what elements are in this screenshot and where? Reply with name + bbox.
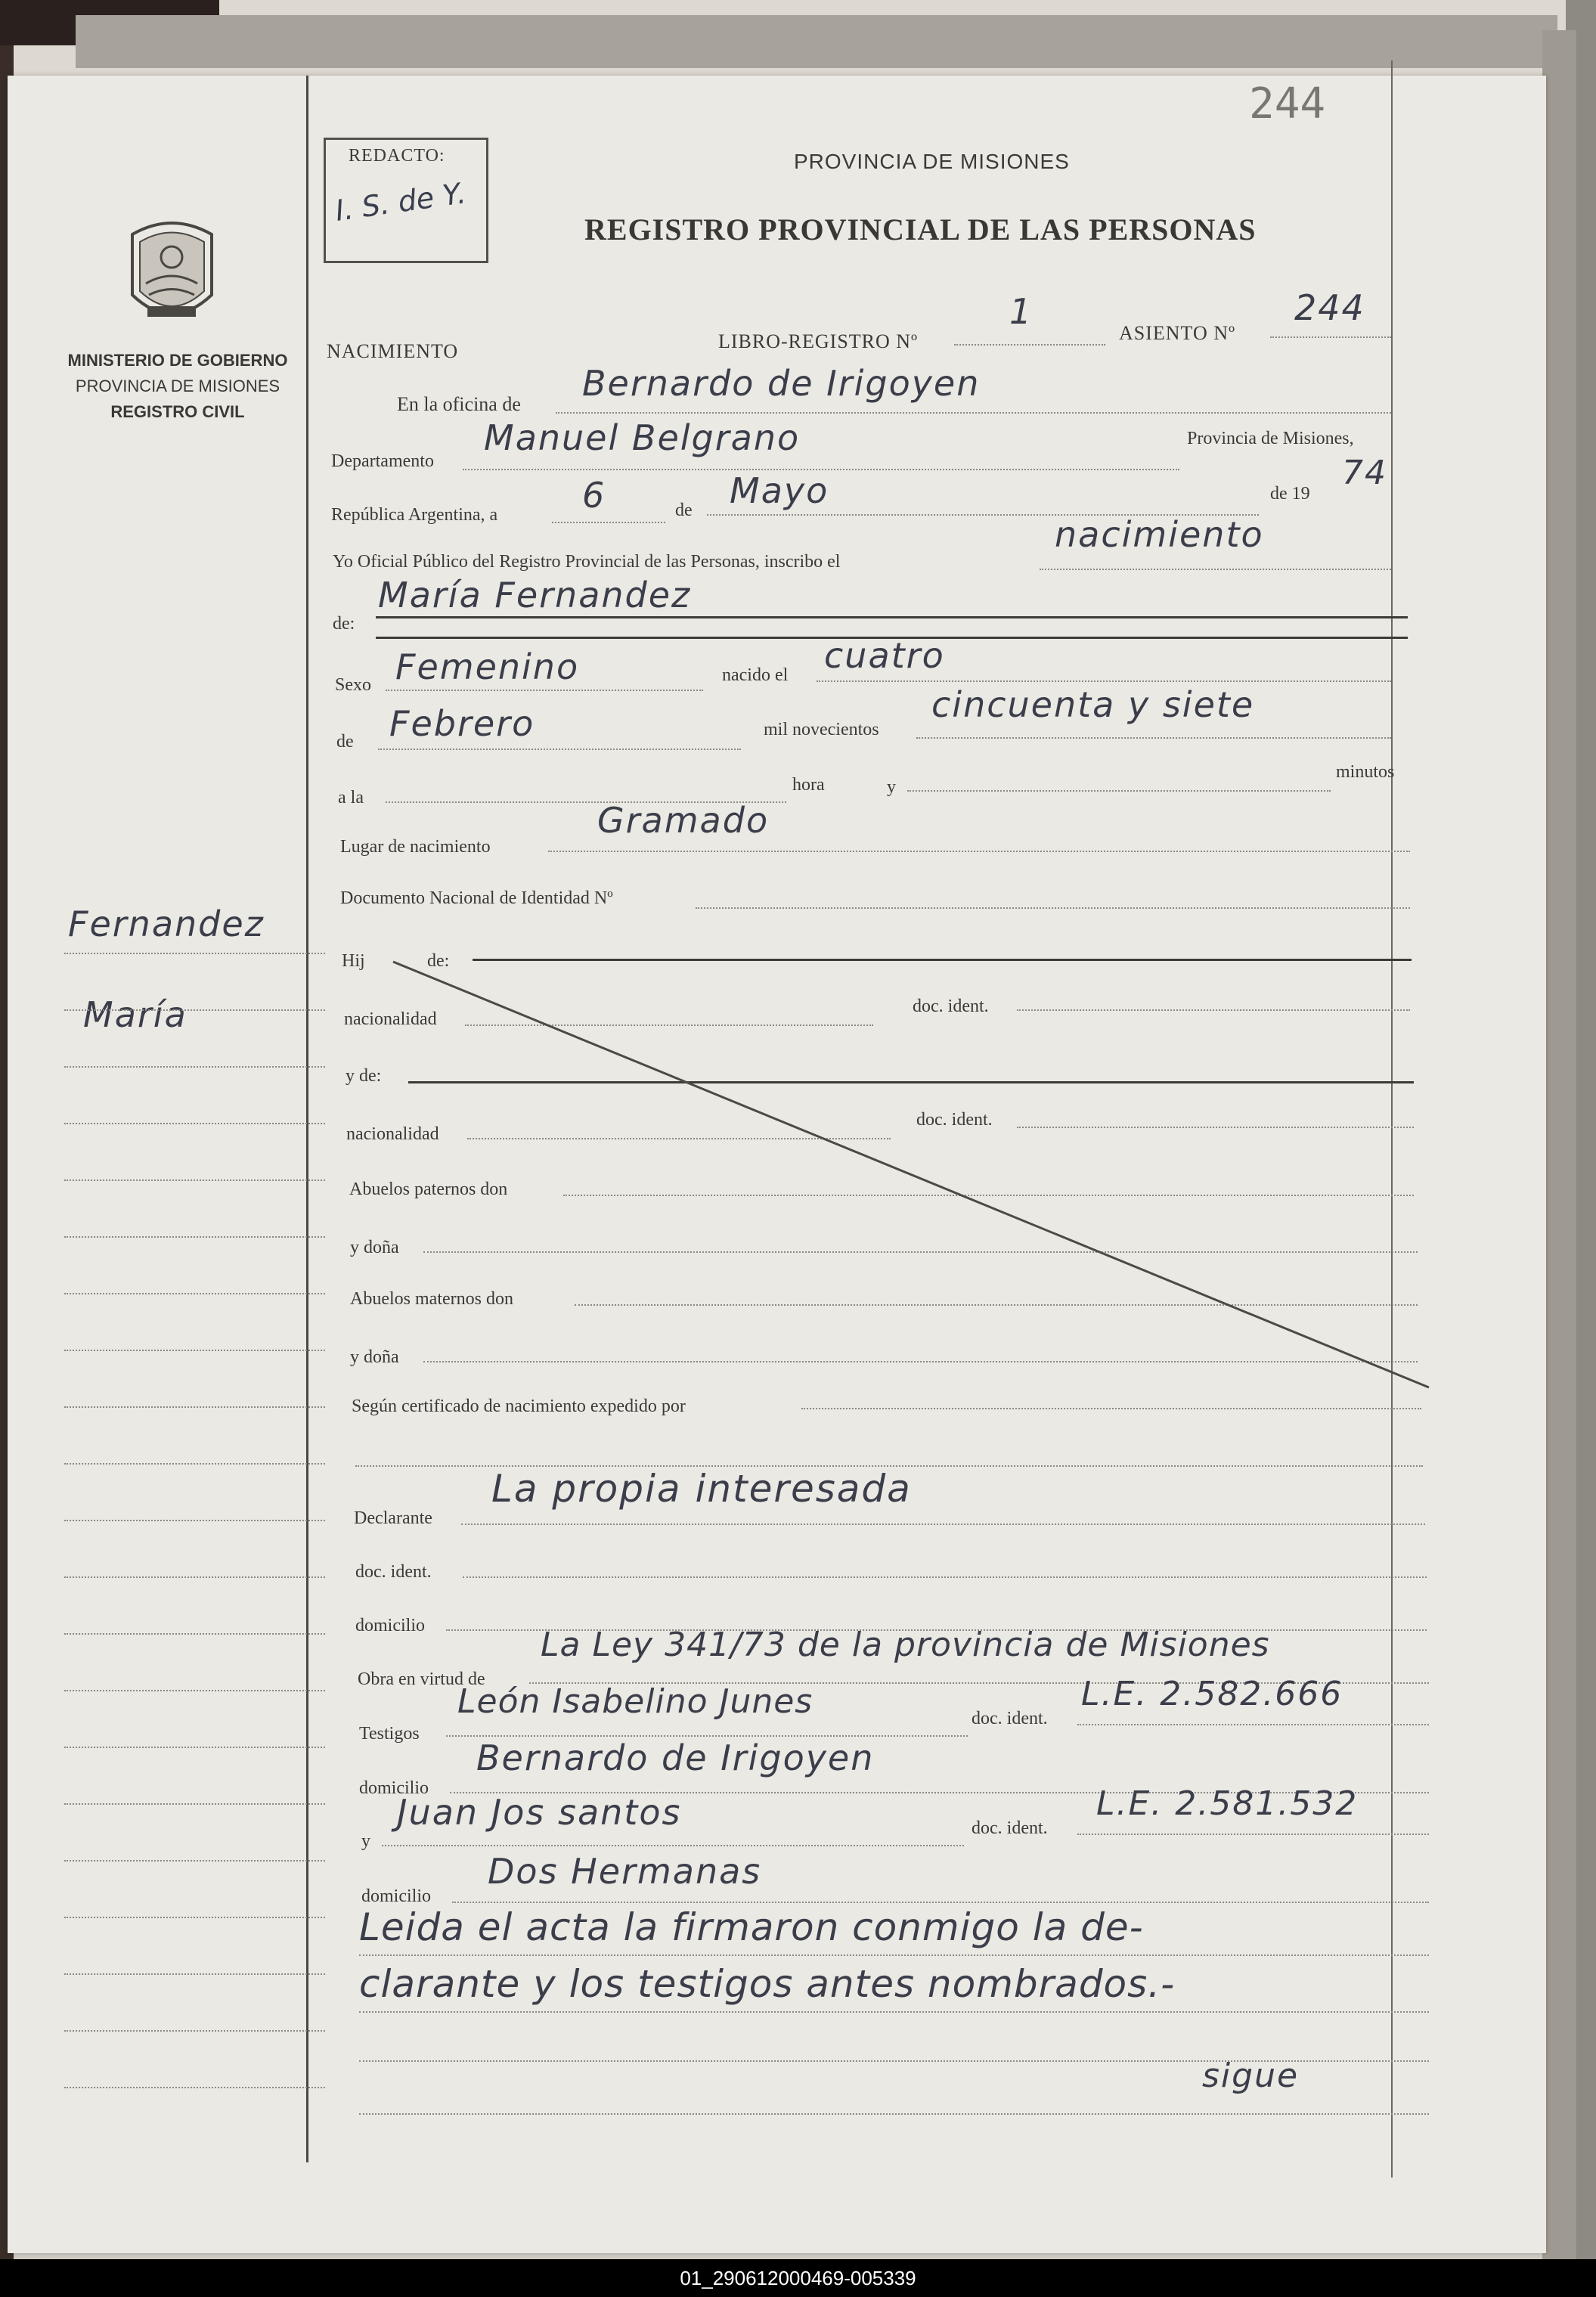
ministry-line-1: MINISTERIO DE GOBIERNO <box>67 351 288 370</box>
witnesses-label: Testigos <box>359 1724 420 1744</box>
paternal-dona-label: y doña <box>350 1238 399 1257</box>
obra-label: Obra en virtud de <box>358 1669 485 1689</box>
dni-label: Documento Nacional de Identidad Nº <box>340 888 613 908</box>
born-year-value: cincuenta y siete <box>931 684 1255 725</box>
witness1-doc-value: L.E. 2.582.666 <box>1081 1675 1343 1713</box>
book-value: 1 <box>1009 291 1034 332</box>
day-value: 6 <box>582 475 606 516</box>
birthplace-value: Gramado <box>597 800 770 841</box>
official-label: Yo Oficial Público del Registro Provincial de las Personas, inscribo el <box>333 552 841 572</box>
of-label: de: <box>333 614 355 634</box>
record-type-label: NACIMIENTO <box>327 340 459 362</box>
year-value: 74 <box>1342 454 1387 492</box>
certificate-label: Según certificado de nacimiento expedido por <box>352 1396 686 1416</box>
hour-label: hora <box>792 775 825 795</box>
office-label: En la oficina de <box>397 393 521 415</box>
maternal-label: Abuelos maternos don <box>350 1289 513 1309</box>
ministry-line-2: PROVINCIA DE MISIONES <box>75 377 280 395</box>
entry-label: ASIENTO Nº <box>1119 322 1236 344</box>
book-label: LIBRO-REGISTRO Nº <box>718 330 919 352</box>
closing-line-1: Leida el acta la firmaron conmigo la de- <box>359 1905 1144 1949</box>
sigue-note: sigue <box>1202 2057 1300 2095</box>
inscription-value: nacimiento <box>1055 514 1264 555</box>
witness2-domicile-value: Dos Hermanas <box>488 1851 762 1892</box>
republic-label: República Argentina, a <box>331 505 498 525</box>
birthplace-label: Lugar de nacimiento <box>340 837 491 857</box>
obra-value: La Ley 341/73 de la provincia de Misiones <box>541 1626 1270 1664</box>
ministry-line-3: REGISTRO CIVIL <box>110 402 245 421</box>
doc-ident2-label: doc. ident. <box>916 1110 993 1130</box>
department-label: Departamento <box>331 451 434 471</box>
sex-value: Femenino <box>395 646 580 687</box>
born-day-value: cuatro <box>824 635 945 676</box>
y-label: y <box>887 777 896 797</box>
maternal-dona-label: y doña <box>350 1347 399 1367</box>
declarant-label: Declarante <box>354 1508 432 1528</box>
born-month-value: Febrero <box>389 703 535 744</box>
witness2-value: Juan Jos santos <box>397 1792 682 1833</box>
minutes-label: minutos <box>1336 762 1395 782</box>
margin-surname: Fernandez <box>68 904 265 944</box>
office-value: Bernardo de Irigoyen <box>582 363 981 404</box>
paternal-label: Abuelos paternos don <box>349 1179 508 1199</box>
stamp-label: REDACTO: <box>349 146 445 166</box>
witness1-domicile-value: Bernardo de Irigoyen <box>476 1737 875 1778</box>
nationality-label: nacionalidad <box>344 1009 437 1029</box>
department-value: Manuel Belgrano <box>484 417 801 458</box>
folio-number: 244 <box>1249 79 1326 129</box>
doc-ident-label: doc. ident. <box>913 997 989 1016</box>
witness1-doc-label: doc. ident. <box>972 1709 1048 1728</box>
closing-line-2: clarante y los testigos antes nombrados.- <box>359 1962 1176 2006</box>
witness2-doc-label: doc. ident. <box>972 1818 1048 1838</box>
witness1-value: León Isabelino Junes <box>457 1682 813 1721</box>
declarant-doc-label: doc. ident. <box>355 1562 432 1582</box>
witness2-y-label: y <box>361 1831 370 1851</box>
declarant-value: La propia interesada <box>491 1467 912 1511</box>
nationality2-label: nacionalidad <box>346 1124 439 1144</box>
month-value: Mayo <box>730 470 829 511</box>
and-of-label: y de: <box>346 1066 382 1086</box>
child-label: Hij <box>342 951 365 971</box>
born-label: nacido el <box>722 665 789 685</box>
witness1-domicile-label: domicilio <box>359 1778 429 1798</box>
registry-heading: REGISTRO PROVINCIAL DE LAS PERSONAS <box>584 212 1257 246</box>
margin-given-name: María <box>83 994 187 1035</box>
image-code: 01_290612000469-005339 <box>680 2267 916 2289</box>
domicile-label: domicilio <box>355 1616 425 1635</box>
de-label: de <box>336 732 354 752</box>
stamp-initials: I. S. de Y. <box>333 176 468 228</box>
witness2-domicile-label: domicilio <box>361 1886 431 1906</box>
entry-value: 244 <box>1294 287 1365 328</box>
sex-label: Sexo <box>335 675 371 695</box>
province-label: Provincia de Misiones, <box>1187 429 1354 448</box>
witness2-doc-value: L.E. 2.581.532 <box>1096 1784 1359 1823</box>
registered-name-value: María Fernandez <box>378 575 692 615</box>
province-heading: PROVINCIA DE MISIONES <box>794 150 1070 173</box>
month-label: de <box>675 501 693 520</box>
at-label: a la <box>338 788 364 808</box>
thousand-label: mil novecientos <box>764 720 879 739</box>
child-of-label: de: <box>427 951 450 971</box>
year-label: de 19 <box>1270 484 1310 504</box>
